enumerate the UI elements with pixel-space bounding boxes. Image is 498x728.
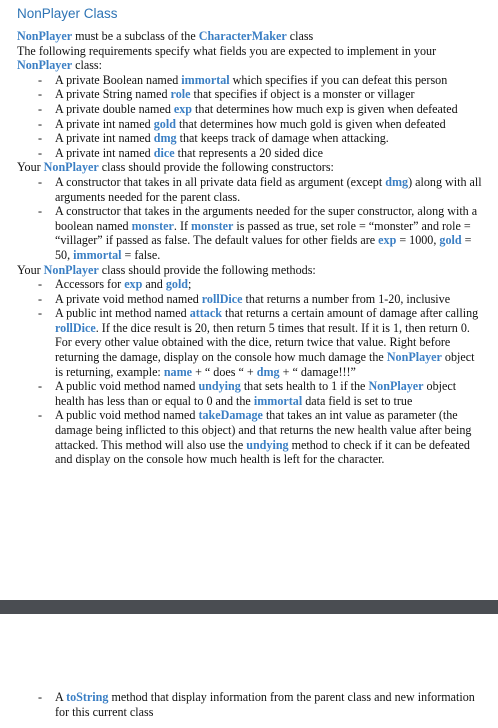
text: that sets health to 1 if the [240,379,369,394]
text: and [142,277,166,292]
text: class: [72,58,102,73]
page-title: NonPlayer Class [17,6,118,21]
methods-list-continued [17,690,483,719]
document-body [17,29,483,467]
field-name: dmg [385,174,409,189]
method-name: rollDice [55,320,96,335]
text: data field is set to true [302,393,413,408]
text: A private int named [55,131,154,146]
methods-list [17,277,483,467]
field-name: gold [165,277,189,292]
parent-class-name: CharacterMaker [198,29,287,43]
field-name: exp [173,101,193,116]
field-name: immortal [181,72,230,87]
text: that determines how much exp is given when defeated [192,101,458,116]
constructors-intro [17,160,483,175]
fields-intro [17,44,483,73]
text: + “ damage!!!” [279,364,356,379]
list-item [38,408,483,466]
text: Your [17,160,44,175]
text: that returns a number from 1-20, inclusive [242,291,451,306]
field-name: gold [153,116,176,131]
method-name: undying [246,437,289,452]
text: that returns a certain amount of damage after calling [221,306,479,321]
text: method to check if it can be defeated and display on the console how much health is left for the character. [55,437,470,467]
method-name: rollDice [201,291,243,306]
text: class should provide the following constructors: [98,160,334,175]
list-item [38,102,483,117]
class-name: NonPlayer [368,379,424,394]
text: A public void method named [55,408,199,423]
list-item [38,292,483,307]
text: A public int method named [55,306,190,321]
text: = 1000, [396,233,440,248]
text: A constructor that takes in the arguments needed for the super constructor, along with a boolean named [55,204,478,233]
text: The following requirements specify what fields you are expected to implement in your [17,43,437,58]
text: A constructor that takes in all private data field as argument (except [55,174,386,189]
text: = false. [121,247,161,262]
constructors-list [17,175,483,263]
text: that specifies if object is a monster or villager [190,87,415,102]
class-name: NonPlayer [386,350,442,365]
text: A public void method named [55,379,199,394]
text: that keeps track of damage when attacking. [176,131,389,146]
class-name: NonPlayer [43,160,99,175]
text: class [286,29,314,43]
field-name: immortal [73,247,122,262]
text: object health has less than or equal to 0 and the [55,379,457,408]
field-name: dice [153,145,175,160]
text: is passed as true, set role = “monster” and role = “villager” if passed as false. The default values for other fields are [55,218,471,248]
field-name: dmg [256,364,280,379]
intro-line [17,29,483,44]
page-separator-band [0,600,498,614]
class-name: NonPlayer [17,29,73,43]
text: + “ does “ + [192,364,257,379]
field-name: name [163,364,193,379]
text: A private void method named [55,291,202,306]
text: which specifies if you can defeat this person [229,72,448,87]
text: A private int named [55,145,154,160]
method-name: takeDamage [198,408,263,423]
text: A private Boolean named [55,72,182,87]
list-item [38,175,483,204]
field-name: dmg [153,131,177,146]
method-name: undying [198,379,241,394]
text: that takes an int value as parameter (the damage being inflicted to this object) and that returns the new health value after being attacked. This method will also use the [55,408,472,452]
list-item [38,73,483,88]
text: class should provide the following methods: [98,262,316,277]
text: . If [173,218,192,233]
list-item [38,690,483,719]
field-name: gold [439,233,462,248]
document-body-continued [17,690,483,719]
text: A private double named [55,101,174,116]
list-item [38,277,483,292]
class-name: NonPlayer [43,262,99,277]
list-item [38,117,483,132]
text: object is returning, example: [55,350,475,379]
text: A private String named [55,87,171,102]
text: ; [188,277,192,292]
field-name: exp [378,233,397,248]
param-name: monster [191,218,234,233]
text: must be a subclass of the [72,29,199,43]
list-item [38,146,483,161]
class-name: NonPlayer [17,58,73,73]
text: that represents a 20 sided dice [174,145,324,160]
text: A [55,690,67,704]
list-item [38,204,483,262]
list-item [38,379,483,408]
methods-intro [17,263,483,278]
text: Accessors for [55,277,125,292]
field-name: immortal [253,393,303,408]
text: . If the dice result is 20, then return 5 times that result. If it is 1, then return 0. For every other value obtained with the dice, return twice that value. Right before returning the damage, display on the console how much damage the [55,320,470,365]
text: A private int named [55,116,154,131]
text: method that display information from the parent class and new information for this current class [55,690,475,719]
list-item [38,131,483,146]
text: = 50, [55,233,472,262]
field-name: exp [124,277,143,292]
text: ) along with all arguments needed for the parent class. [55,174,482,204]
text: Your [17,262,44,277]
field-name: role [170,87,191,102]
fields-list [17,73,483,161]
list-item [38,87,483,102]
method-name: attack [189,306,222,321]
param-name: monster [131,218,174,233]
text: that determines how much gold is given when defeated [175,116,446,131]
list-item [38,306,483,379]
method-name: toString [66,690,109,704]
